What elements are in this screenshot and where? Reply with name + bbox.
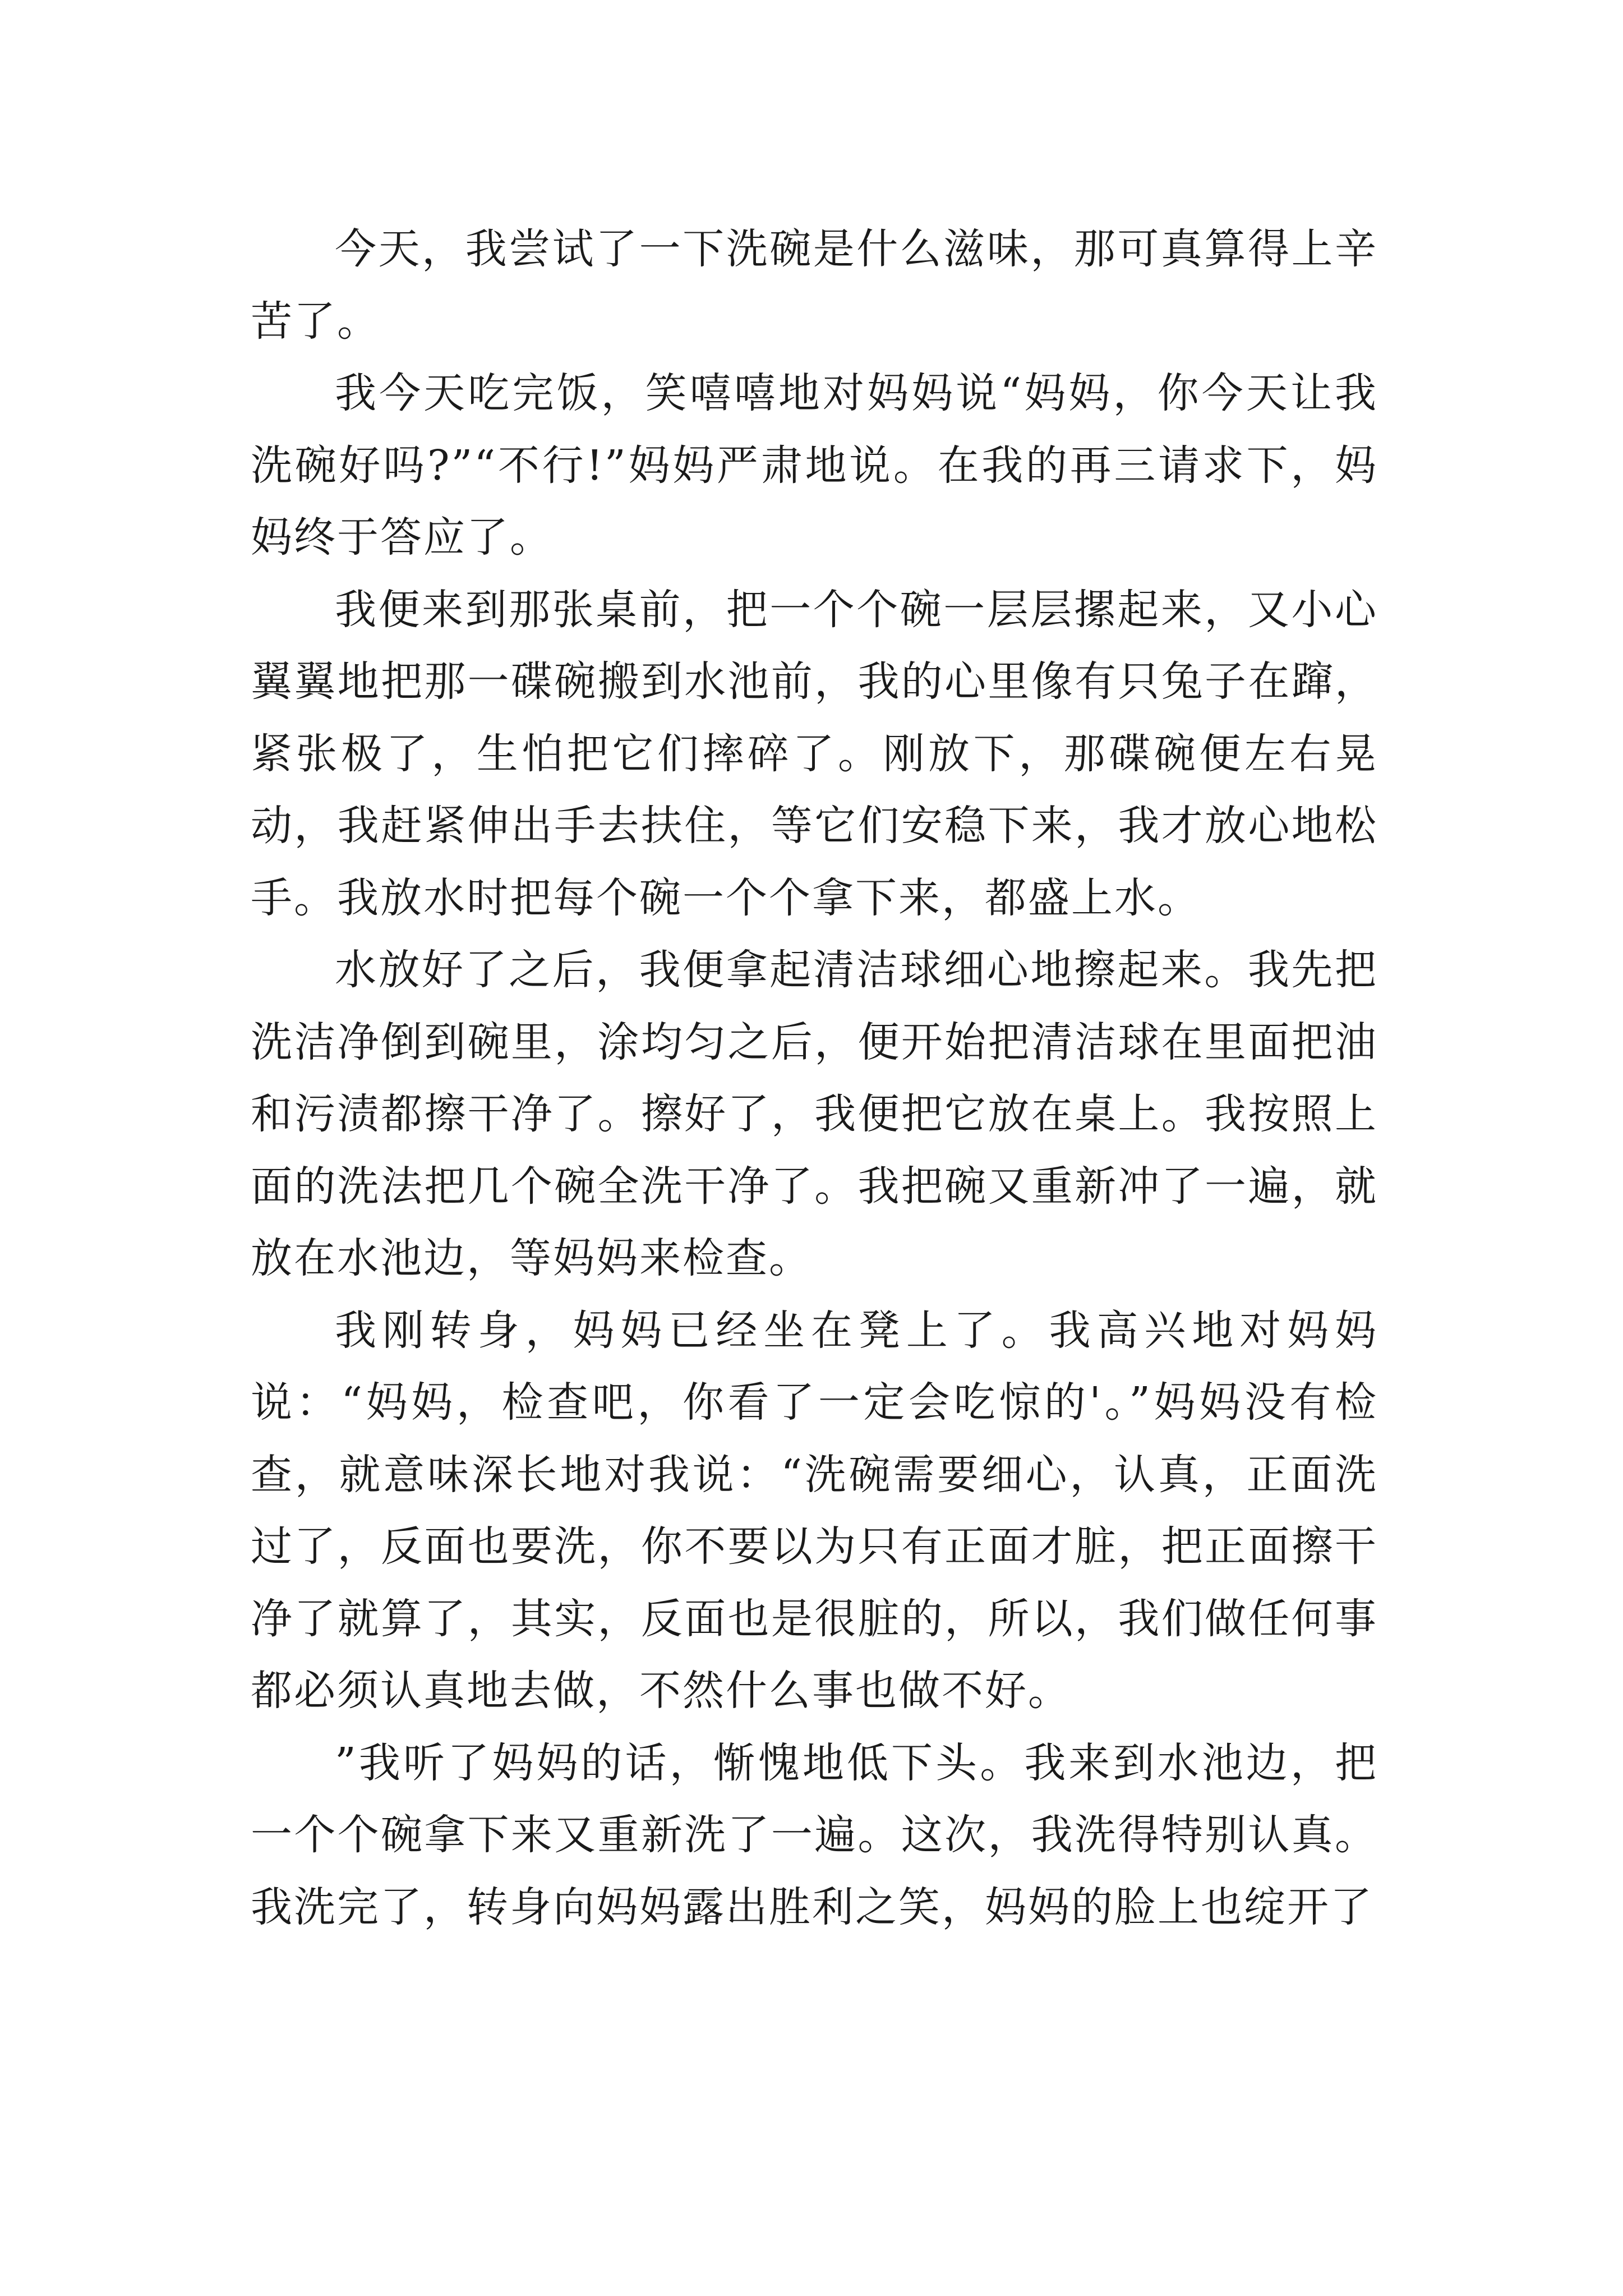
- paragraph-1: 今天，我尝试了一下洗碗是什么滋味，那可真算得上辛苦了。: [251, 225, 1378, 346]
- paragraph-5: 我刚转身，妈妈已经坐在凳上了。我高兴地对妈妈说：“妈妈，检查吧，你看了一定会吃惊的'。”妈妈没有检查，就意味深长地对我说：“洗碗需要细心，认真，正面洗过了，反面也要洗，你不要以为只有正面才脏，把正面擦干净了就算了，其实，反面也是很脏的，所以，我们做任何事都必须认真地去做，不然什么事也做不好。: [251, 1306, 1378, 1715]
- paragraph-3: 我便来到那张桌前，把一个个碗一层层摞起来，又小心翼翼地把那一碟碗搬到水池前，我的心里像有只兔子在蹿，紧张极了，生怕把它们摔碎了。刚放下，那碟碗便左右晃动，我赶紧伸出手去扶住，等它们安稳下来，我才放心地松手。我放水时把每个碗一个个拿下来，都盛上水。: [251, 585, 1378, 922]
- paragraph-2: 我今天吃完饭，笑嘻嘻地对妈妈说“妈妈，你今天让我洗碗好吗?”“不行!”妈妈严肃地说。在我的再三请求下，妈妈终于答应了。: [251, 369, 1378, 562]
- paragraph-6: ”我听了妈妈的话，惭愧地低下头。我来到水池边，把一个个碗拿下来又重新洗了一遍。这次，我洗得特别认真。我洗完了，转身向妈妈露出胜利之笑，妈妈的脸上也绽开了: [251, 1738, 1378, 1931]
- essay-body: [251, 213, 1378, 1943]
- paragraph-4: 水放好了之后，我便拿起清洁球细心地擦起来。我先把洗洁净倒到碗里，涂均匀之后，便开始把清洁球在里面把油和污渍都擦干净了。擦好了，我便把它放在桌上。我按照上面的洗法把几个碗全洗干净了。我把碗又重新冲了一遍，就放在水池边，等妈妈来检查。: [251, 946, 1378, 1282]
